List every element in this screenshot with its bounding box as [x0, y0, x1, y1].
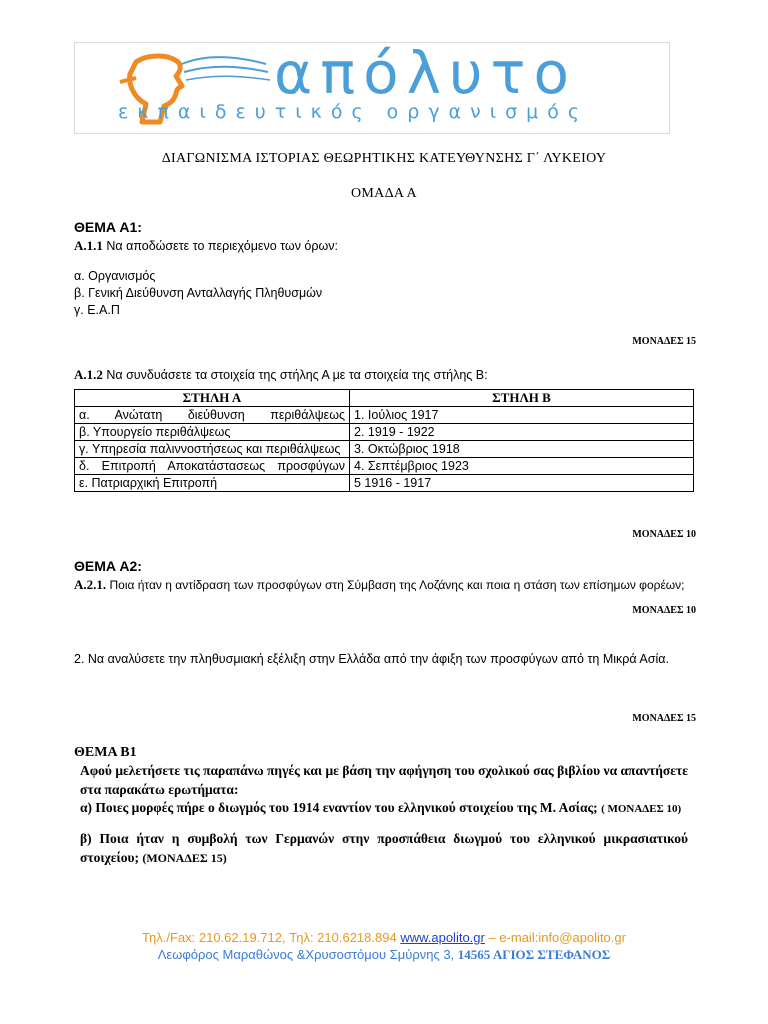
question-text: Να συνδυάσετε τα στοιχεία της στήλης Α με τα στοιχεία της στήλης Β:: [102, 368, 488, 382]
question-a1-2: [74, 366, 488, 384]
footer-email: – e-mail:info@apolito.gr: [484, 930, 626, 945]
table-header-row: [75, 390, 694, 407]
marks-label: ΜΟΝΑΔΕΣ 10: [632, 605, 696, 616]
logo-tagline: εκπαιδευτικός οργανισμός: [118, 101, 589, 123]
group-title: ΟΜΑΔΑ Α: [351, 186, 417, 201]
column-a-cell: α. Ανώτατη διεύθυνση περιθάλψεως: [75, 407, 350, 424]
question-text: Ποια ήταν η αντίδραση των προσφύγων στη Σύμβαση της Λοζάνης και ποια η στάση των επίσημων φορέων;: [106, 578, 685, 592]
column-a-cell: γ. Υπηρεσία παλιννοστήσεως και περιθάλψεως: [75, 441, 350, 458]
column-a-cell: δ. Επιτροπή Αποκατάστασεως προσφύγων: [75, 458, 350, 475]
column-b-header: ΣΤΗΛΗ Β: [350, 390, 694, 407]
table-row: [75, 424, 694, 441]
heading-a1: ΘΕΜΑ Α1:: [74, 219, 142, 235]
column-a-header: ΣΤΗΛΗ Α: [75, 390, 350, 407]
marks-label: ΜΟΝΑΔΕΣ 15: [632, 713, 696, 724]
question-number: Α.1.1: [74, 238, 103, 253]
term-item: β. Γενική Διεύθυνση Ανταλλαγής Πληθυσμών: [74, 286, 323, 300]
footer-address: [0, 947, 768, 963]
column-b-cell: 4. Σεπτέμβριος 1923: [350, 458, 694, 475]
question-text: β) Ποια ήταν η συμβολή των Γερμανών στην προσπάθεια διωγμού του ελληνικού μικρασιατικού στοιχείου;: [80, 831, 688, 865]
b1-question-a: [80, 798, 688, 819]
table-row: [75, 441, 694, 458]
footer-website-link[interactable]: www.apolito.gr: [400, 930, 485, 945]
question-a2-1: [74, 577, 694, 593]
footer-postal: 14565 ΑΓΙΟΣ ΣΤΕΦΑΝΟΣ: [457, 947, 611, 962]
question-text: α) Ποιες μορφές πήρε ο διωγμός του 1914 εναντίον του ελληνικού στοιχείου της Μ. Ασίας;: [80, 800, 598, 815]
footer-phone: Τηλ./Fax: 210.62.19.712, Τηλ: 210.6218.894: [142, 930, 401, 945]
column-b-cell: 3. Οκτώβριος 1918: [350, 441, 694, 458]
question-number: Α.1.2: [74, 367, 103, 382]
column-a-cell: β. Υπουργείο περιθάλψεως: [75, 424, 350, 441]
column-b-cell: 1. Ιούλιος 1917: [350, 407, 694, 424]
matching-table: [74, 389, 694, 492]
exam-title: ΔΙΑΓΩΝΙΣΜΑ ΙΣΤΟΡΙΑΣ ΘΕΩΡΗΤΙΚΗΣ ΚΑΤΕΥΘΥΝΣΗΣ Γ΄ ΛΥΚΕΙΟΥ: [161, 151, 607, 166]
footer-contact: [0, 930, 768, 945]
term-item: α. Οργανισμός: [74, 269, 156, 283]
question-a1-1: [74, 237, 338, 255]
heading-b1: ΘΕΜΑ Β1: [74, 745, 137, 760]
heading-a2: ΘΕΜΑ Α2:: [74, 558, 142, 574]
table-row: [75, 475, 694, 492]
column-a-cell: ε. Πατριαρχική Επιτροπή: [75, 475, 350, 492]
marks-label: ΜΟΝΑΔΕΣ 10: [632, 529, 696, 540]
column-b-cell: 5 1916 - 1917: [350, 475, 694, 492]
marks-label: ΜΟΝΑΔΕΣ 15: [632, 336, 696, 347]
table-row: [75, 458, 694, 475]
logo-wordmark: απόλυτο: [274, 39, 577, 107]
question-text: Να αποδώσετε το περιεχόμενο των όρων:: [102, 239, 338, 253]
b1-question-b: [80, 829, 688, 868]
question-number: Α.2.1.: [74, 577, 107, 592]
term-item: γ. Ε.Α.Π: [74, 303, 120, 317]
table-row: [75, 407, 694, 424]
column-b-cell: 2. 1919 - 1922: [350, 424, 694, 441]
marks-label: (ΜΟΝΑΔΕΣ 15): [142, 851, 227, 865]
b1-intro: Αφού μελετήσετε τις παραπάνω πηγές και με βάση την αφήγηση του σχολικού σας βιβλίου να απαντήσετε στα παρακάτω ερωτήματα:: [80, 763, 688, 797]
question-a2-2: 2. Να αναλύσετε την πληθυσμιακή εξέλιξη στην Ελλάδα από την άφιξη των προσφύγων από τη Μικρά Ασία.: [74, 652, 669, 666]
marks-label: ( ΜΟΝΑΔΕΣ 10): [601, 803, 682, 815]
footer-street: Λεωφόρος Μαραθώνος &Χρυσοστόμου Σμύρνης 3,: [157, 947, 458, 962]
